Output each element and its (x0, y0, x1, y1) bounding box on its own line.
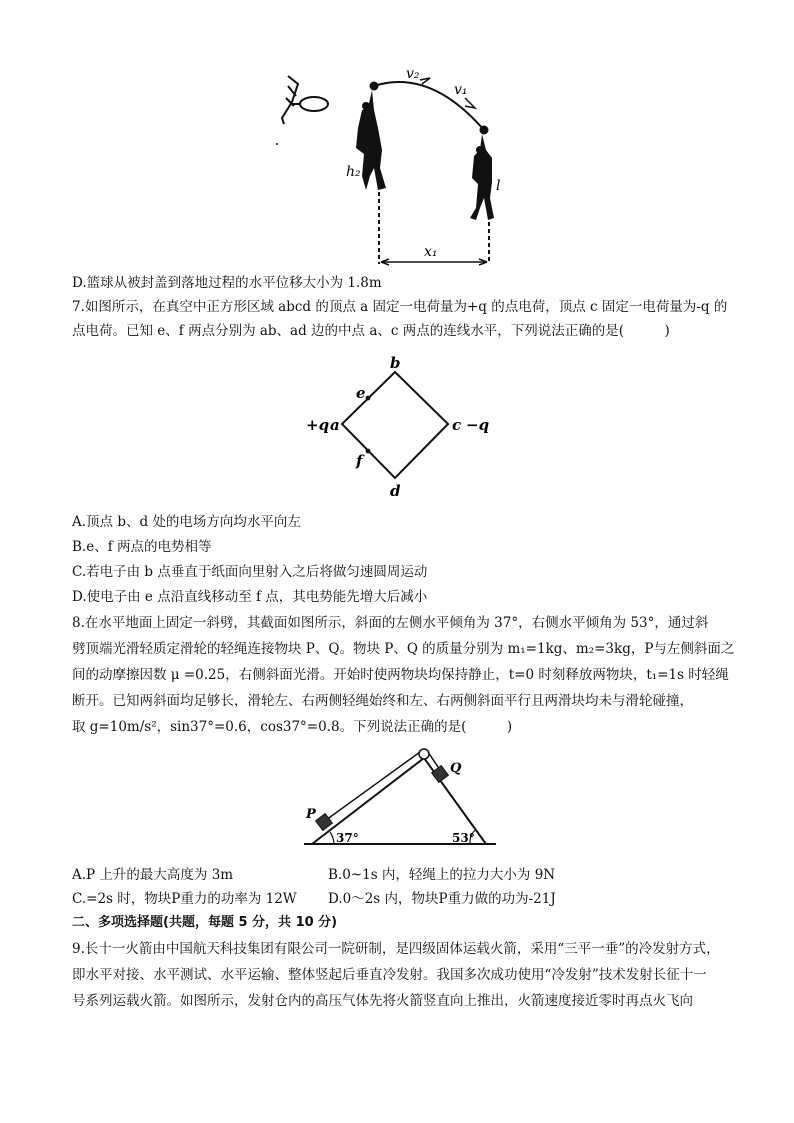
incline-figure (300, 742, 500, 852)
point-e (366, 396, 371, 401)
label-53: 53° (452, 831, 475, 845)
label-d: d (390, 482, 401, 500)
q9-stem-line2: 即水平对接、水平测试、水平运输、整体竖起后垂直冷发射。我国多次成功使用“冷发射”技术发射长征十一 (72, 967, 707, 983)
q8-stem-line4: 断开。已知两斜面均足够长，滑轮左、右两侧轻绳始终和左、右两侧斜面平行且两滑块均未与滑轮碰撞， (72, 693, 693, 709)
q8-stem-line1: 8.在水平地面上固定一斜劈，其截面如图所示，斜面的左侧水平倾角为 37°，右侧水平倾角为 53°，通过斜 (72, 615, 709, 631)
label-37: 37° (336, 831, 359, 845)
label-h1: l (496, 178, 501, 194)
label-a: a (330, 416, 340, 434)
label-plus-q: +q (306, 416, 330, 434)
block-p (316, 814, 333, 831)
q8-option-c: C.=2s 时，物块P重力的功率为 12W (72, 891, 297, 907)
ball-start (370, 82, 379, 91)
q7-option-c: C.若电子由 b 点垂直于纸面向里射入之后将做匀速圆周运动 (72, 564, 428, 580)
q7-option-a: A.顶点 b、d 处的电场方向均水平向左 (72, 514, 301, 530)
q7-stem-line1: 7.如图所示，在真空中正方形区域 abcd 的顶点 a 固定一电荷量为+q 的点电荷，顶点 c 固定一电荷量为-q 的 (72, 299, 728, 315)
basketball-figure (270, 58, 530, 274)
label-v1: v₁ (454, 82, 468, 98)
label-p: P (306, 807, 316, 822)
q6-option-d: D.篮球从被封盖到落地过程的水平位移大小为 1.8m (72, 275, 382, 291)
point-f (366, 449, 371, 454)
pulley-icon (419, 749, 429, 759)
q8-stem-line5: 取 g=10m/s²，sin37°=0.6，cos37°=0.8。下列说法正确的是( ) (72, 719, 513, 735)
q8-option-d: D.0～2s 内，物块P重力做的功为-21J (328, 891, 556, 907)
q9-stem-line3: 号系列运载火箭。如图所示，发射仓内的高压气体先将火箭竖直向上推出，火箭速度接近零时再点火飞向 (72, 993, 693, 1009)
label-e: e (356, 384, 366, 402)
label-v2: v₂ (406, 66, 420, 82)
q7-option-b: B.e、f 两点的电势相等 (72, 539, 212, 555)
q8-option-b: B.0~1s 内，轻绳上的拉力大小为 9N (328, 867, 556, 883)
basket-hoop-icon (282, 76, 328, 124)
q7-option-d: D.使电子由 e 点沿直线移动至 f 点，其电势能先增大后减小 (72, 589, 428, 605)
section-heading: 二、多项选择题(共题，每题 5 分，共 10 分) (72, 915, 338, 930)
q8-option-a: A.P 上升的最大高度为 3m (72, 867, 234, 883)
label-x1: x₁ (424, 244, 438, 260)
block-q (432, 766, 449, 783)
shooter-player-icon (470, 134, 494, 220)
q7-stem-line2: 点电荷。已知 e、f 两点分别为 ab、ad 边的中点 a、c 两点的连线水平，下列说法正确的是( ) (72, 323, 670, 339)
q8-stem-line3: 间的动摩擦因数 μ =0.25，右侧斜面光滑。开始时使两物块均保持静止，t=0 时刻释放两物块，t₁=1s 时轻绳 (72, 667, 729, 683)
q9-stem-line1: 9.长十一火箭由中国航天科技集团有限公司一院研制，是四级固体运载火箭，采用“三平一垂”的冷发射方式， (72, 941, 720, 957)
label-q: Q (450, 761, 462, 776)
q8-stem-line2: 劈顶端光滑轻质定滑轮的轻绳连接物块 P、Q。物块 P、Q 的质量分别为 m₁=1kg、m₂=3kg，P与左侧斜面之 (72, 641, 735, 657)
label-h2: h₂ (346, 164, 361, 180)
square-charge-figure (300, 354, 500, 500)
label-f: f (356, 452, 363, 470)
ball-end (480, 126, 489, 135)
label-b: b (390, 354, 401, 372)
label-minus-q: −q (466, 416, 490, 434)
label-c: c (452, 416, 462, 434)
